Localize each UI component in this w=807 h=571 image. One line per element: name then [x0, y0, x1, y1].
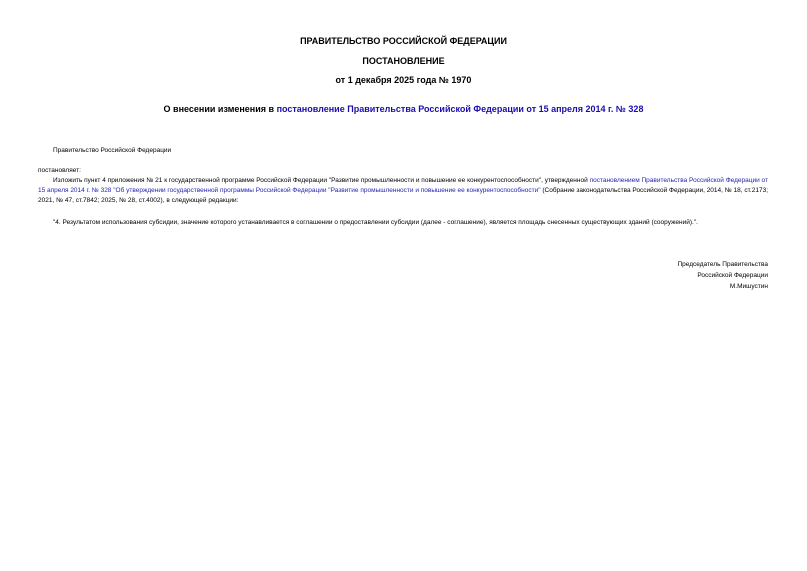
decree-word: постановляет:	[38, 167, 81, 174]
doc-type-heading: ПОСТАНОВЛЕНИЕ	[362, 56, 445, 66]
signature-title-2: Российской Федерации	[697, 272, 768, 279]
quoted-paragraph: "4. Результатом использования субсидии, значение которого устанавливается в соглашении о предоставлении субсидии (далее - соглашение), является площадь снесенных существующих зданий (сооружений).".	[53, 219, 698, 226]
date-number-heading: от 1 декабря 2025 года № 1970	[335, 75, 472, 85]
signature-name: М.Мишустин	[729, 283, 768, 290]
para-text-1: Изложить пункт 4 приложения № 21 к государственной программе Российской Федерации "Развитие промышленности и повышение ее конкурентоспособности", утвержденной	[53, 177, 590, 184]
title-link[interactable]: постановление Правительства Российской Федерации от 15 апреля 2014 г. № 328	[276, 104, 644, 114]
title-prefix: О внесении изменения в	[163, 104, 277, 114]
body-paragraph	[38, 176, 768, 206]
document-title	[0, 104, 807, 115]
government-heading: ПРАВИТЕЛЬСТВО РОССИЙСКОЙ ФЕДЕРАЦИИ	[300, 36, 507, 46]
government-line: Правительство Российской Федерации	[53, 147, 172, 154]
signature-title-1: Председатель Правительства	[677, 261, 768, 268]
para-text-2: (Собрание законодательства Российской Федерации, 2014, № 18, ст.2173; 2021, № 47, ст.7842; 2025, № 28, ст.4002), в следующей редакции:	[38, 187, 768, 204]
para-link[interactable]: постановлением Правительства Российской Федерации от 15 апреля 2014 г. № 328 "Об утверждении государственной программы Российской Федерации "Развитие промышленности и повышение ее конкурентоспособности"	[38, 177, 768, 194]
